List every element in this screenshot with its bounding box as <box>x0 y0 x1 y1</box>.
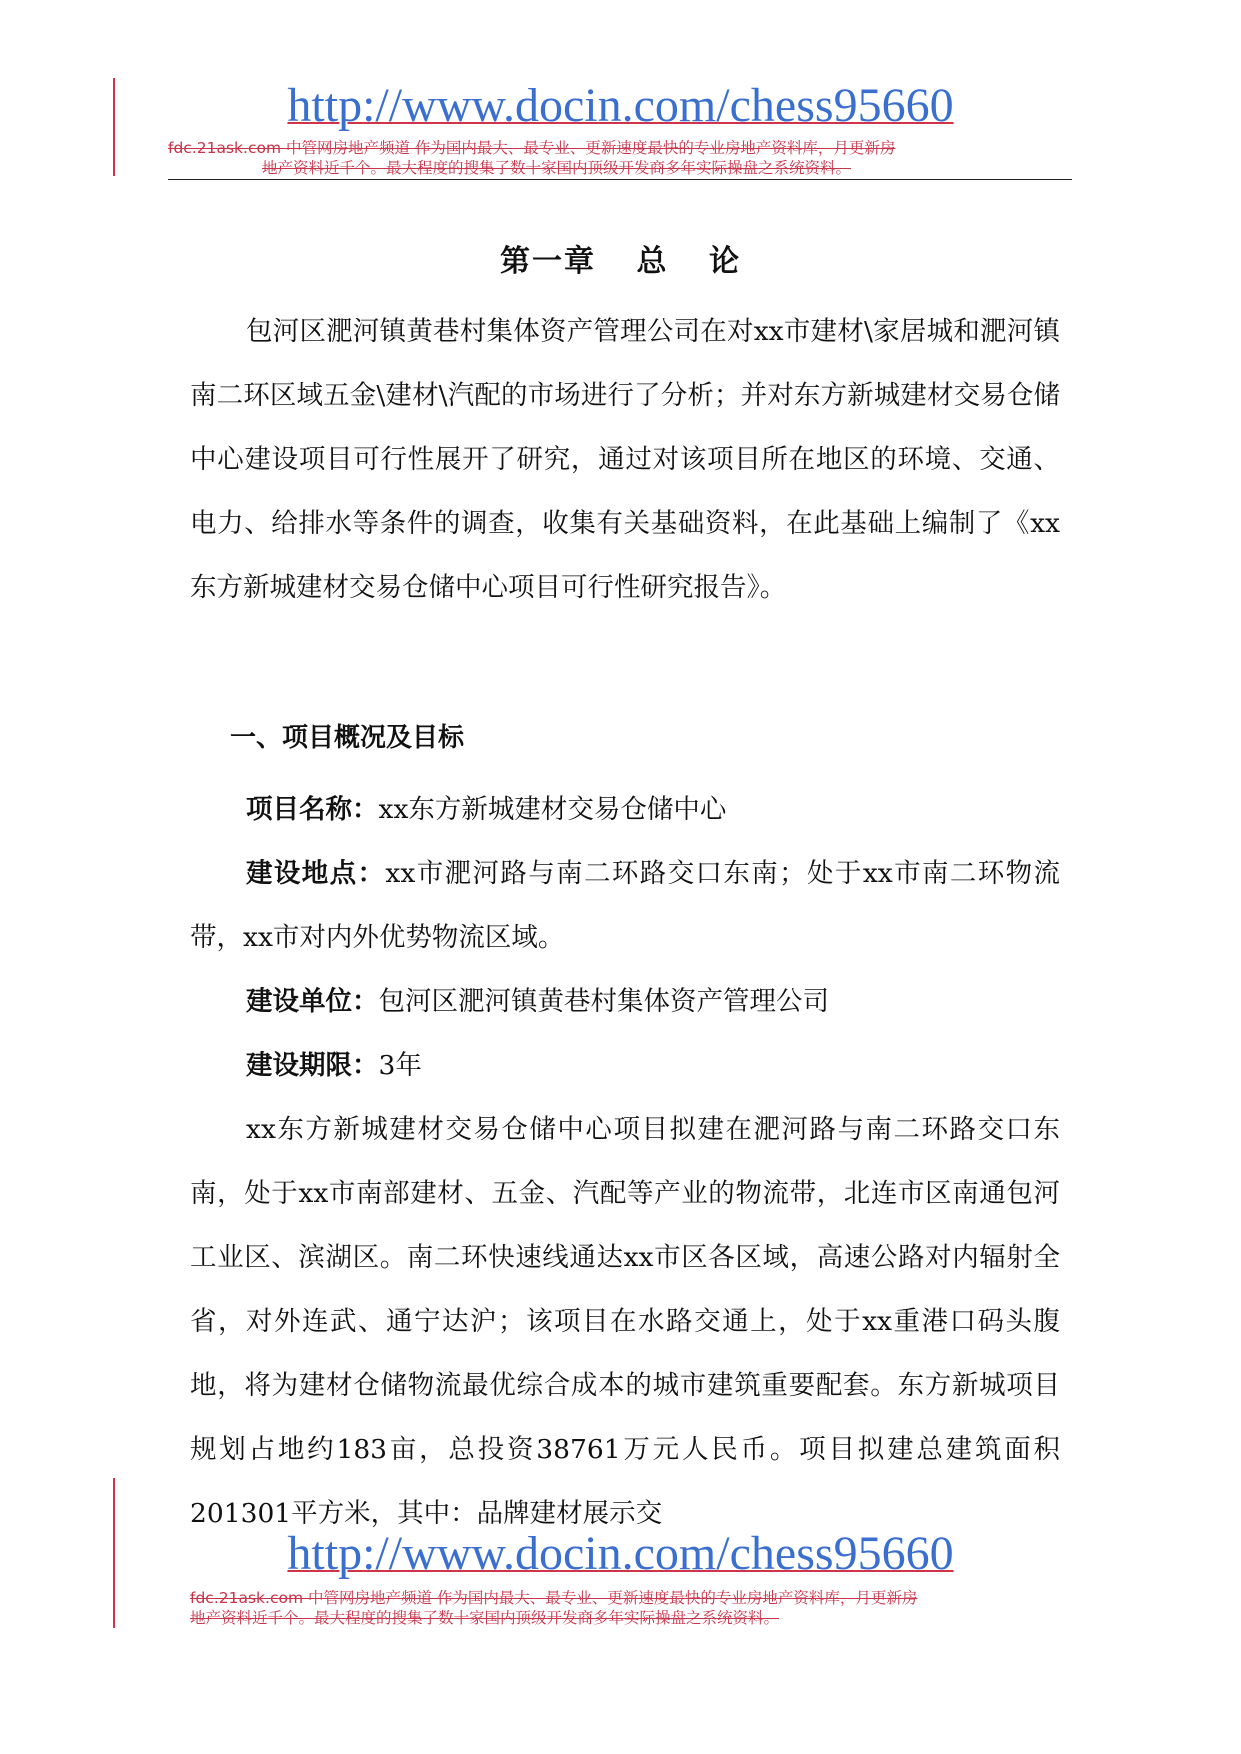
watermark-url-top[interactable]: http://www.docin.com/chess95660 <box>287 79 954 132</box>
field-location <box>190 842 1060 970</box>
watermark-note-top-line2: 地产资料近千个。最大程度的搜集了数十家国内顶级开发商多年实际操盘之系统资料。 <box>262 159 852 177</box>
chapter-title <box>0 236 1241 280</box>
header-rule <box>168 179 1072 180</box>
section-heading: 一、项目概况及目标 <box>230 723 465 753</box>
field-unit <box>190 970 1060 1034</box>
watermark-note-top-line1: fdc.21ask.com 中管网房地产频道 作为国内最大、最专业、更新速度最快的专业房地产资料库，月更新房 <box>168 139 896 157</box>
watermark-url-bottom[interactable]: http://www.docin.com/chess95660 <box>287 1527 954 1580</box>
field-label: 项目名称： <box>246 794 379 825</box>
field-label: 建设地点： <box>246 858 386 889</box>
intro-paragraph-block <box>190 300 1060 620</box>
chapter-title-part: 第一章 <box>500 244 597 279</box>
field-project-name <box>190 778 1060 842</box>
watermark-note-bottom-line2: 地产资料近千个。最大程度的搜集了数十家国内顶级开发商多年实际操盘之系统资料。 <box>190 1609 780 1627</box>
field-label: 建设单位： <box>246 986 379 1017</box>
watermark-note-bottom-line1: fdc.21ask.com 中管网房地产频道 作为国内最大、最专业、更新速度最快的专业房地产资料库，月更新房 <box>190 1589 918 1607</box>
description-block <box>190 1098 1060 1546</box>
field-period <box>190 1034 1060 1098</box>
field-value: xx市淝河路与南二环路交口东南；处于xx市南二环物流带，xx市对内外优势物流区域。 <box>190 858 1061 953</box>
field-label: 建设期限： <box>246 1050 379 1081</box>
field-value: 3年 <box>378 1050 422 1081</box>
chapter-title-part: 论 <box>708 244 741 279</box>
intro-paragraph: 包河区淝河镇黄巷村集体资产管理公司在对xx市建材\家居城和淝河镇南二环区域五金\建材\汽配的市场进行了分析；并对东方新城建材交易仓储中心建设项目可行性展开了研究，通过对该项目所在地区的环境、交通、电力、给排水等条件的调查，收集有关基础资料，在此基础上编制了《xx东方新城建材交易仓储中心项目可行性研究报告》。 <box>190 316 1060 603</box>
chapter-title-part: 总 <box>636 244 669 279</box>
field-value: 包河区淝河镇黄巷村集体资产管理公司 <box>378 986 829 1017</box>
description-paragraph: xx东方新城建材交易仓储中心项目拟建在淝河路与南二环路交口东南，处于xx市南部建材、五金、汽配等产业的物流带，北连市区南通包河工业区、滨湖区。南二环快速线通达xx市区各区域，高速公路对内辐射全省，对外连武、通宁达沪；该项目在水路交通上，处于xx重港口码头腹地，将为建材仓储物流最优综合成本的城市建筑重要配套。东方新城项目规划占地约183亩，总投资38761万元人民币。项目拟建总建筑面积201301平方米，其中：品牌建材展示交 <box>190 1114 1060 1529</box>
field-value: xx东方新城建材交易仓储中心 <box>378 794 727 825</box>
